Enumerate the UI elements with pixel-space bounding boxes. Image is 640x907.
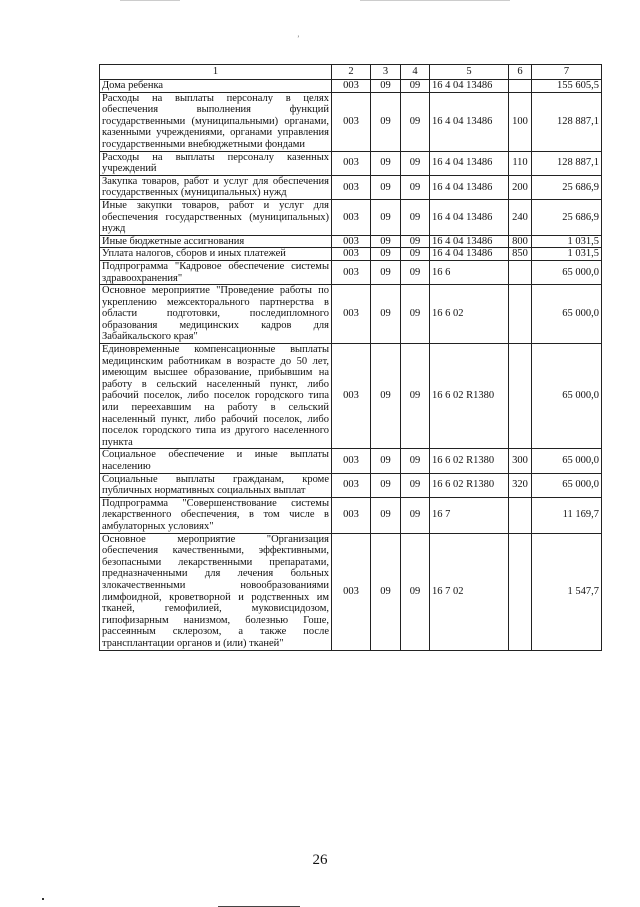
header-col-amount: 7 bbox=[532, 65, 602, 80]
table-row bbox=[100, 260, 602, 284]
table-row bbox=[100, 235, 602, 248]
table-row bbox=[100, 80, 602, 93]
cell-section: 09 bbox=[371, 80, 401, 93]
cell-amount: 65 000,0 bbox=[532, 449, 602, 473]
table-row bbox=[100, 92, 602, 151]
cell-target: 16 6 02 bbox=[430, 285, 509, 344]
cell-section: 09 bbox=[371, 248, 401, 261]
cell-section: 09 bbox=[371, 92, 401, 151]
cell-target: 16 7 bbox=[430, 497, 509, 533]
cell-section: 09 bbox=[371, 175, 401, 199]
cell-subsection: 09 bbox=[401, 285, 430, 344]
table-row bbox=[100, 344, 602, 449]
cell-section: 09 bbox=[371, 473, 401, 497]
cell-amount: 25 686,9 bbox=[532, 175, 602, 199]
header-col-name: 1 bbox=[100, 65, 332, 80]
cell-subsection: 09 bbox=[401, 235, 430, 248]
cell-amount: 65 000,0 bbox=[532, 344, 602, 449]
cell-code: 003 bbox=[332, 175, 371, 199]
cell-section: 09 bbox=[371, 285, 401, 344]
cell-section: 09 bbox=[371, 235, 401, 248]
table-row bbox=[100, 151, 602, 175]
cell-code: 003 bbox=[332, 151, 371, 175]
top-scan-rule-left bbox=[120, 0, 180, 1]
cell-target: 16 6 bbox=[430, 260, 509, 284]
header-col-subsection: 4 bbox=[401, 65, 430, 80]
cell-target: 16 4 04 13486 bbox=[430, 199, 509, 235]
cell-code: 003 bbox=[332, 92, 371, 151]
cell-name: Иные бюджетные ассигнования bbox=[100, 235, 332, 248]
cell-subsection: 09 bbox=[401, 533, 430, 650]
cell-amount: 128 887,1 bbox=[532, 151, 602, 175]
cell-type: 320 bbox=[509, 473, 532, 497]
cell-code: 003 bbox=[332, 344, 371, 449]
table-row bbox=[100, 285, 602, 344]
cell-type: 850 bbox=[509, 248, 532, 261]
cell-type: 200 bbox=[509, 175, 532, 199]
cell-section: 09 bbox=[371, 449, 401, 473]
cell-amount: 128 887,1 bbox=[532, 92, 602, 151]
cell-type: 100 bbox=[509, 92, 532, 151]
cell-subsection: 09 bbox=[401, 497, 430, 533]
cell-type: 300 bbox=[509, 449, 532, 473]
cell-code: 003 bbox=[332, 497, 371, 533]
cell-code: 003 bbox=[332, 80, 371, 93]
cell-name: Основное мероприятие "Проведение работы по укреплению межсекторального партнерства в области подготовки, последипломного образования медицинских кадров для Забайкальского края" bbox=[100, 285, 332, 344]
cell-target: 16 6 02 R1380 bbox=[430, 473, 509, 497]
table-row bbox=[100, 248, 602, 261]
cell-amount: 65 000,0 bbox=[532, 285, 602, 344]
cell-code: 003 bbox=[332, 285, 371, 344]
cell-subsection: 09 bbox=[401, 175, 430, 199]
cell-name: Уплата налогов, сборов и иных платежей bbox=[100, 248, 332, 261]
table-row bbox=[100, 199, 602, 235]
cell-code: 003 bbox=[332, 260, 371, 284]
scan-dot bbox=[42, 898, 44, 900]
cell-name: Социальное обеспечение и иные выплаты населению bbox=[100, 449, 332, 473]
cell-name: Закупка товаров, работ и услуг для обеспечения государственных (муниципальных) нужд bbox=[100, 175, 332, 199]
cell-amount: 1 031,5 bbox=[532, 248, 602, 261]
cell-code: 003 bbox=[332, 235, 371, 248]
cell-name: Основное мероприятие "Организация обеспечения качественными, эффективными, безопасными лекарственными препаратами, предназначенными для лечения больных злокачественными новообразованиями лимфоидной, кроветворной и родственных им тканей, гемофилией, муковисцидозом, гипофизарным нанизмом, болезнью Гоше, рассеянным склерозом, а также после трансплантации органов и (или) тканей" bbox=[100, 533, 332, 650]
cell-section: 09 bbox=[371, 199, 401, 235]
top-scan-rule-right bbox=[360, 0, 510, 1]
cell-type: 110 bbox=[509, 151, 532, 175]
cell-type bbox=[509, 533, 532, 650]
cell-name: Подпрограмма "Кадровое обеспечение системы здравоохранения" bbox=[100, 260, 332, 284]
table-row bbox=[100, 473, 602, 497]
cell-amount: 25 686,9 bbox=[532, 199, 602, 235]
cell-name: Единовременные компенсационные выплаты медицинским работникам в возрасте до 50 лет, имеющим высшее образование, прибывшим на работу в сельский населенный пункт, либо рабочий поселок, либо поселок городского типа или переехавшим на работу в сельский населенный пункт, либо рабочий поселок, либо поселок городского типа из другого населенного пункта bbox=[100, 344, 332, 449]
table-row bbox=[100, 175, 602, 199]
cell-target: 16 6 02 R1380 bbox=[430, 344, 509, 449]
cell-name: Иные закупки товаров, работ и услуг для обеспечения государственных (муниципальных) нужд bbox=[100, 199, 332, 235]
cell-section: 09 bbox=[371, 533, 401, 650]
cell-type bbox=[509, 285, 532, 344]
page-mark: ’ bbox=[297, 34, 300, 43]
cell-subsection: 09 bbox=[401, 260, 430, 284]
cell-type bbox=[509, 497, 532, 533]
cell-target: 16 4 04 13486 bbox=[430, 151, 509, 175]
cell-name: Расходы на выплаты персоналу в целях обеспечения выполнения функций государственными (муниципальными) органами, казенными учреждениями, органами управления государственными внебюджетными фондами bbox=[100, 92, 332, 151]
cell-target: 16 4 04 13486 bbox=[430, 248, 509, 261]
table-row bbox=[100, 497, 602, 533]
cell-name: Дома ребенка bbox=[100, 80, 332, 93]
table-header-row bbox=[100, 65, 602, 80]
cell-section: 09 bbox=[371, 344, 401, 449]
cell-amount: 1 031,5 bbox=[532, 235, 602, 248]
cell-name: Расходы на выплаты персоналу казенных учреждений bbox=[100, 151, 332, 175]
cell-section: 09 bbox=[371, 151, 401, 175]
cell-code: 003 bbox=[332, 473, 371, 497]
cell-subsection: 09 bbox=[401, 199, 430, 235]
cell-subsection: 09 bbox=[401, 80, 430, 93]
cell-name: Социальные выплаты гражданам, кроме публичных нормативных социальных выплат bbox=[100, 473, 332, 497]
table-row bbox=[100, 533, 602, 650]
cell-target: 16 4 04 13486 bbox=[430, 80, 509, 93]
cell-subsection: 09 bbox=[401, 248, 430, 261]
cell-type bbox=[509, 260, 532, 284]
budget-table bbox=[99, 64, 602, 651]
cell-code: 003 bbox=[332, 449, 371, 473]
cell-code: 003 bbox=[332, 533, 371, 650]
cell-type: 800 bbox=[509, 235, 532, 248]
cell-amount: 11 169,7 bbox=[532, 497, 602, 533]
cell-type: 240 bbox=[509, 199, 532, 235]
cell-amount: 65 000,0 bbox=[532, 473, 602, 497]
cell-amount: 1 547,7 bbox=[532, 533, 602, 650]
cell-amount: 65 000,0 bbox=[532, 260, 602, 284]
cell-subsection: 09 bbox=[401, 92, 430, 151]
cell-target: 16 4 04 13486 bbox=[430, 175, 509, 199]
header-col-section: 3 bbox=[371, 65, 401, 80]
cell-target: 16 4 04 13486 bbox=[430, 92, 509, 151]
cell-target: 16 7 02 bbox=[430, 533, 509, 650]
cell-subsection: 09 bbox=[401, 473, 430, 497]
cell-subsection: 09 bbox=[401, 151, 430, 175]
cell-subsection: 09 bbox=[401, 344, 430, 449]
cell-section: 09 bbox=[371, 497, 401, 533]
page-number: 26 bbox=[312, 852, 328, 868]
cell-section: 09 bbox=[371, 260, 401, 284]
cell-name: Подпрограмма "Совершенствование системы лекарственного обеспечения, в том числе в амбулаторных условиях" bbox=[100, 497, 332, 533]
cell-subsection: 09 bbox=[401, 449, 430, 473]
cell-amount: 155 605,5 bbox=[532, 80, 602, 93]
cell-target: 16 4 04 13486 bbox=[430, 235, 509, 248]
cell-code: 003 bbox=[332, 248, 371, 261]
cell-target: 16 6 02 R1380 bbox=[430, 449, 509, 473]
cell-code: 003 bbox=[332, 199, 371, 235]
cell-type bbox=[509, 344, 532, 449]
header-col-target: 5 bbox=[430, 65, 509, 80]
cell-type bbox=[509, 80, 532, 93]
header-col-code: 2 bbox=[332, 65, 371, 80]
table-row bbox=[100, 449, 602, 473]
table-body bbox=[100, 80, 602, 651]
header-col-type: 6 bbox=[509, 65, 532, 80]
